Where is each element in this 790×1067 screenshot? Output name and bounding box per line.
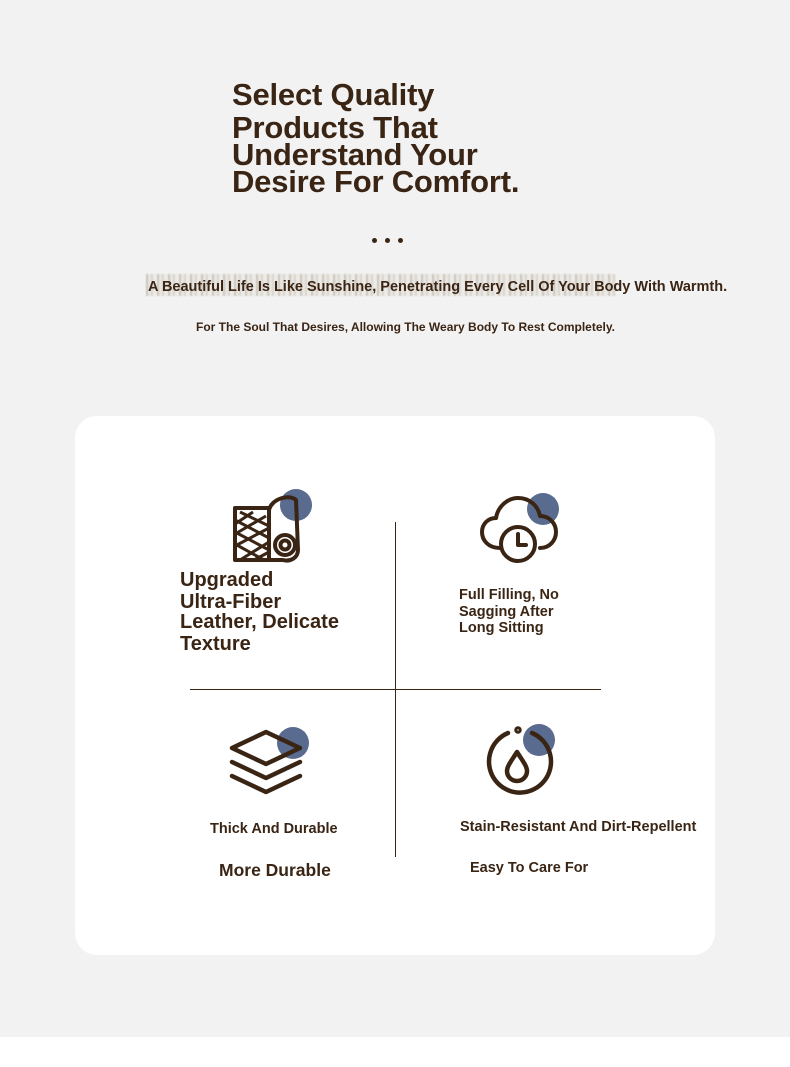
feature-filling-text [459,587,559,637]
hero-title-rest [232,110,520,199]
horizontal-divider [190,689,601,690]
water-drop-icon [482,726,554,798]
feature-stain-title: Stain-Resistant And Dirt-Repellent [460,819,697,835]
feature-filling-line-1: Full Filling, No [459,587,559,603]
feature-leather-line-2: Ultra-Fiber [180,591,282,613]
feature-thick-subtitle: More Durable [219,860,331,880]
hero-title-line-1: Select Quality [232,77,435,112]
feature-filling-line-3: Long Sitting [459,620,544,636]
ellipsis-divider [372,230,418,240]
hero-tagline: A Beautiful Life Is Like Sunshine, Penetrating Every Cell Of Your Body With Warmth. [148,279,728,295]
layers-icon [228,728,304,798]
feature-leather-line-3: Leather, Delicate [180,611,339,633]
feature-leather-line-4: Texture [180,633,251,655]
leather-roll-icon [228,490,308,566]
feature-stain-subtitle: Easy To Care For [470,860,589,876]
hero-title-line-3: Understand Your [232,137,478,172]
feature-filling-line-2: Sagging After [459,603,554,620]
feature-thick-title: Thick And Durable [210,821,338,837]
feature-leather-text [180,570,339,654]
hero-subline: For The Soul That Desires, Allowing The Weary Body To Rest Completely. [196,320,615,334]
hero-title-line-4: Desire For Comfort. [232,164,520,199]
hero-title-line-2: Products That [232,110,438,145]
cloud-clock-icon [478,494,560,566]
feature-leather-line-1: Upgraded [180,569,274,591]
